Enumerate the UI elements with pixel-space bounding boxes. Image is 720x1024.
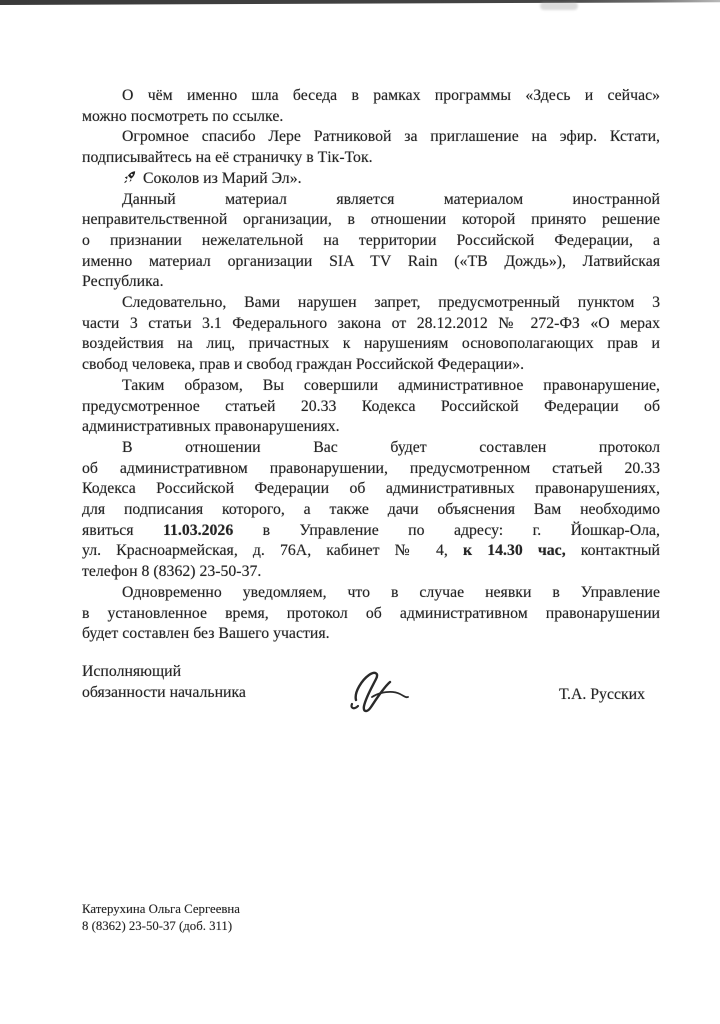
footer-contact-phone: 8 (8362) 23-50-37 (доб. 311) bbox=[82, 919, 233, 933]
text-line: Республика. bbox=[82, 273, 164, 291]
text-line: в установленное время, протокол об административном правонарушении bbox=[82, 604, 660, 622]
text-line: об административном правонарушении, предусмотренном статьей 20.33 bbox=[82, 459, 660, 477]
text-line: для подписания которого, а также дачи объяснения Вам необходимо bbox=[82, 501, 660, 519]
scan-edge-artifact bbox=[0, 0, 720, 5]
text-line: можно посмотреть по ссылке. bbox=[82, 107, 284, 125]
text-line: Кодекса Российской Федерации об административных правонарушениях, bbox=[82, 480, 660, 498]
footer-contact bbox=[82, 901, 240, 935]
text-line: предусмотренное статьей 20.33 Кодекса Российской Федерации об bbox=[82, 397, 660, 415]
footer-contact-name: Катерухина Ольга Сергеевна bbox=[82, 902, 240, 916]
handwritten-signature bbox=[342, 664, 430, 718]
text-line: воздействия на лиц, причастных к нарушениям основополагающих прав и bbox=[82, 335, 660, 353]
text-line: Одновременно уведомляем, что в случае неявки в Управление bbox=[122, 583, 660, 601]
text-line: именно материал организации SIA TV Rain («ТВ Дождь»), Латвийская bbox=[82, 252, 660, 270]
signer-name: Т.А. Русских bbox=[558, 686, 645, 703]
text-line: явиться 11.03.2026 в Управление по адресу: г. Йошкар-Ола, bbox=[82, 521, 660, 539]
text-line: ул. Красноармейская, д. 76А, кабинет № 4, к 14.30 час, контактный bbox=[82, 542, 660, 560]
text-line: части 3 статьи 3.1 Федерального закона от 28.12.2012 № 272-ФЗ «О мерах bbox=[82, 314, 660, 332]
text-line: О чём именно шла беседа в рамках программы «Здесь и сейчас» bbox=[122, 87, 660, 104]
text-line: административных правонарушениях. bbox=[82, 418, 340, 436]
text-line: Следовательно, Вами нарушен запрет, предусмотренный пунктом 3 bbox=[122, 294, 660, 312]
text-line: будет составлен без Вашего участия. bbox=[82, 625, 330, 643]
scan-smudge-artifact bbox=[540, 2, 578, 10]
text-line: неправительственной организации, в отношении которой принято решение bbox=[82, 211, 660, 229]
text-line: Соколов из Марий Эл». bbox=[82, 169, 660, 190]
text-line: о признании нежелательной на территории Российской Федерации, а bbox=[82, 231, 660, 249]
text-line: телефон 8 (8362) 23-50-37. bbox=[82, 563, 262, 581]
text-line: подписывайтесь на её страничку в Тік-Ток. bbox=[82, 149, 373, 167]
signature-role-line2: обязанности начальника bbox=[82, 684, 246, 701]
document-body bbox=[82, 86, 660, 645]
text-line: свобод человека, прав и свобод граждан Российской Федерации». bbox=[82, 356, 525, 374]
text-line: В отношении Вас будет составлен протокол bbox=[122, 438, 660, 456]
signature-role bbox=[82, 661, 246, 703]
text-line: Огромное спасибо Лере Ратниковой за приглашение на эфир. Кстати, bbox=[122, 128, 660, 146]
text-line: Данный материал является материалом иностранной bbox=[122, 190, 660, 208]
text-line: Таким образом, Вы совершили административное правонарушение, bbox=[122, 376, 660, 394]
signature-role-line1: Исполняющий bbox=[82, 663, 182, 680]
